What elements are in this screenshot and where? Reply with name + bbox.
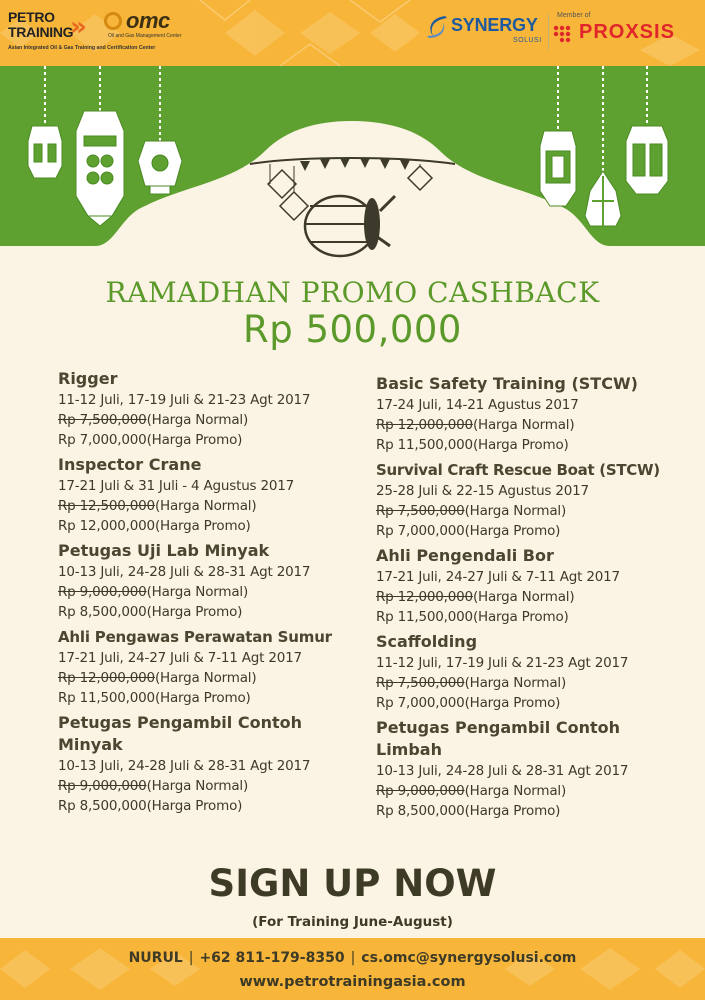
course-name: Rigger: [58, 369, 118, 388]
course-dates: 10-13 Juli, 24-28 Juli & 28-31 Agt 2017: [58, 758, 311, 774]
promo-price-line: [58, 516, 368, 536]
petro-logo-line1: PETRO: [8, 9, 55, 25]
normal-price: Rp 7,500,000: [58, 412, 147, 428]
footer-bar: [0, 938, 705, 1000]
logo-divider: [548, 14, 549, 50]
promo-price-label: (Harga Promo): [472, 609, 569, 625]
sign-up-subtitle: (For Training June-August): [252, 914, 453, 930]
promo-price: Rp 7,000,000: [376, 523, 465, 539]
normal-price-label: (Harga Normal): [146, 412, 249, 428]
diamond-pattern-decoration: [0, 938, 705, 1000]
course-dates: 17-24 Juli, 14-21 Agustus 2017: [376, 397, 579, 413]
course-name: Petugas Pengambil Contoh: [376, 718, 620, 737]
normal-price-line: [58, 776, 368, 796]
promo-price-line: [58, 796, 368, 816]
normal-price: Rp 12,500,000: [58, 498, 155, 514]
normal-price-label: (Harga Normal): [464, 675, 567, 691]
normal-price-line: [376, 673, 696, 693]
course-name: Basic Safety Training (STCW): [376, 374, 638, 393]
normal-price: Rp 12,000,000: [376, 417, 473, 433]
normal-price: Rp 12,000,000: [58, 670, 155, 686]
course-item: [376, 631, 696, 713]
synergy-logo-sub: SOLUSI: [513, 37, 542, 44]
course-dates: 11-12 Juli, 17-19 Juli & 21-23 Agt 2017: [58, 392, 311, 408]
omc-logo-text: omc: [126, 8, 170, 33]
course-list-left: [58, 368, 368, 820]
promo-price: Rp 7,000,000: [58, 432, 147, 448]
promo-price-label: (Harga Promo): [464, 523, 561, 539]
promo-price: Rp 8,500,000: [58, 798, 147, 814]
normal-price: Rp 7,500,000: [376, 675, 465, 691]
course-name: Inspector Crane: [58, 455, 202, 474]
promo-price: Rp 11,500,000: [376, 609, 473, 625]
promo-price: Rp 11,500,000: [58, 690, 155, 706]
contact-phone[interactable]: +62 811-179-8350: [199, 950, 345, 966]
normal-price-label: (Harga Normal): [464, 783, 567, 799]
bedug-drum-icon: [250, 158, 455, 256]
promo-title: RAMADHAN PROMO CASHBACK: [105, 276, 600, 309]
promo-price-line: [376, 693, 696, 713]
omc-emblem-icon: [104, 12, 122, 30]
promo-price-label: (Harga Promo): [146, 604, 243, 620]
normal-price-label: (Harga Normal): [146, 584, 249, 600]
course-dates: 11-12 Juli, 17-19 Juli & 21-23 Agt 2017: [376, 655, 629, 671]
omc-logo: [104, 8, 204, 44]
promo-price: Rp 12,000,000: [58, 518, 155, 534]
normal-price-line: [376, 501, 696, 521]
course-item: [58, 626, 368, 708]
promo-price-label: (Harga Promo): [464, 695, 561, 711]
contact-info: [0, 950, 705, 966]
course-name-line2: Limbah: [376, 740, 442, 759]
course-dates: 10-13 Juli, 24-28 Juli & 28-31 Agt 2017: [58, 564, 311, 580]
course-name-line2: Minyak: [58, 735, 123, 754]
contact-separator: |: [350, 950, 356, 966]
promo-price-line: [376, 607, 696, 627]
ramadhan-banner-illustration: [0, 66, 705, 266]
course-dates: 25-28 Juli & 22-15 Agustus 2017: [376, 483, 589, 499]
course-item: [58, 454, 368, 536]
contact-separator: |: [188, 950, 194, 966]
normal-price: Rp 9,000,000: [58, 778, 147, 794]
promo-price-line: [58, 602, 368, 622]
course-item: [376, 373, 696, 455]
proxsis-logo-text: PROXSIS: [579, 21, 675, 43]
promo-price-label: (Harga Promo): [154, 518, 251, 534]
promo-price-label: (Harga Promo): [146, 432, 243, 448]
normal-price-label: (Harga Normal): [472, 417, 575, 433]
normal-price-line: [58, 410, 368, 430]
promo-price-line: [58, 688, 368, 708]
normal-price-line: [376, 415, 696, 435]
normal-price-line: [376, 781, 696, 801]
promo-amount: Rp 500,000: [243, 308, 462, 351]
course-item: [58, 368, 368, 450]
promo-price: Rp 8,500,000: [376, 803, 465, 819]
course-item: [58, 712, 368, 816]
promo-price-label: (Harga Promo): [472, 437, 569, 453]
normal-price: Rp 7,500,000: [376, 503, 465, 519]
synergy-swoosh-icon: [425, 12, 449, 42]
normal-price-line: [58, 582, 368, 602]
chevron-right-icon: »: [70, 12, 87, 42]
contact-name: NURUL: [128, 950, 183, 966]
promo-price: Rp 11,500,000: [376, 437, 473, 453]
course-item: [376, 545, 696, 627]
promo-price-label: (Harga Promo): [146, 798, 243, 814]
normal-price-label: (Harga Normal): [146, 778, 249, 794]
synergy-solusi-logo: [425, 12, 550, 52]
promo-price-line: [58, 430, 368, 450]
course-item: [376, 717, 696, 821]
promo-price-label: (Harga Promo): [464, 803, 561, 819]
normal-price: Rp 12,000,000: [376, 589, 473, 605]
proxsis-logo: [553, 12, 701, 52]
course-item: [376, 459, 696, 541]
header-bar: [0, 0, 705, 66]
promo-price-line: [376, 435, 696, 455]
normal-price-line: [58, 668, 368, 688]
normal-price-label: (Harga Normal): [154, 498, 257, 514]
normal-price: Rp 9,000,000: [376, 783, 465, 799]
contact-email[interactable]: cs.omc@synergysolusi.com: [361, 950, 577, 966]
synergy-logo-text: SYNERGY: [451, 15, 538, 35]
course-name: Petugas Pengambil Contoh: [58, 713, 302, 732]
course-list-right: [376, 373, 696, 825]
promo-price: Rp 7,000,000: [376, 695, 465, 711]
website-link[interactable]: www.petrotrainingasia.com: [239, 974, 466, 990]
normal-price-label: (Harga Normal): [472, 589, 575, 605]
normal-price-label: (Harga Normal): [464, 503, 567, 519]
course-name: Ahli Pengendali Bor: [376, 546, 554, 565]
promo-price-line: [376, 801, 696, 821]
member-of-label: Member of: [557, 12, 591, 19]
normal-price: Rp 9,000,000: [58, 584, 147, 600]
course-name: Scaffolding: [376, 632, 478, 651]
course-dates: 10-13 Juli, 24-28 Juli & 28-31 Agt 2017: [376, 763, 629, 779]
promo-price: Rp 8,500,000: [58, 604, 147, 620]
course-name: Ahli Pengawas Perawatan Sumur: [58, 628, 332, 646]
normal-price-line: [58, 496, 368, 516]
normal-price-label: (Harga Normal): [154, 670, 257, 686]
promo-price-line: [376, 521, 696, 541]
petro-tagline: Asian Integrated Oil & Gas Training and Certification Center: [8, 45, 156, 51]
course-item: [58, 540, 368, 622]
proxsis-dots-icon: [553, 24, 575, 44]
course-dates: 17-21 Juli, 24-27 Juli & 7-11 Agt 2017: [58, 650, 302, 666]
course-dates: 17-21 Juli & 31 Juli - 4 Agustus 2017: [58, 478, 295, 494]
course-name: Survival Craft Rescue Boat (STCW): [376, 461, 660, 479]
normal-price-line: [376, 587, 696, 607]
course-name: Petugas Uji Lab Minyak: [58, 541, 270, 560]
promo-price-label: (Harga Promo): [154, 690, 251, 706]
sign-up-heading: SIGN UP NOW: [208, 862, 497, 905]
petro-logo-line2: TRAINING: [8, 24, 74, 40]
omc-tagline: Oil and Gas Management Center: [108, 33, 182, 39]
course-dates: 17-21 Juli, 24-27 Juli & 7-11 Agt 2017: [376, 569, 620, 585]
